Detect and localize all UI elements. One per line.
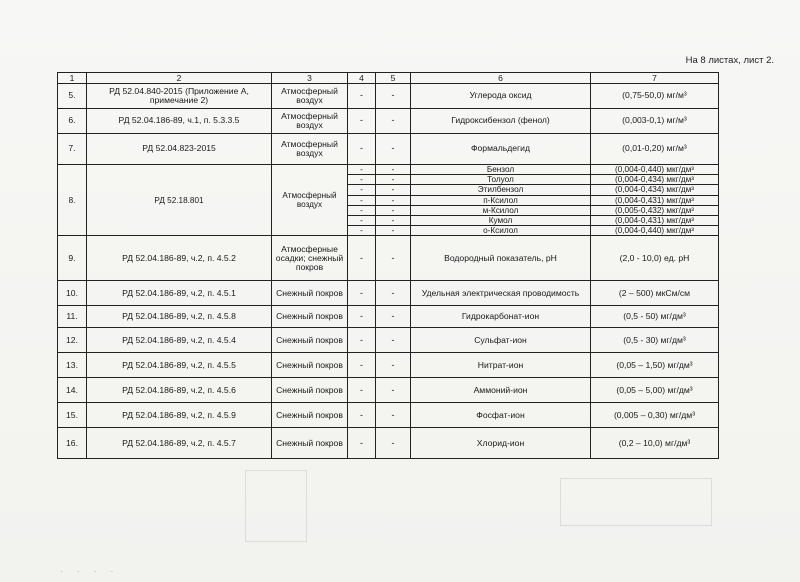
cell-col4: - xyxy=(348,403,376,428)
cell-col5: - xyxy=(376,84,411,109)
measurement-range: (0,2 – 10,0) мг/дм³ xyxy=(591,428,719,459)
cell-col4: - xyxy=(348,281,376,306)
column-header: 7 xyxy=(591,73,719,84)
table-row xyxy=(58,281,719,306)
column-header: 1 xyxy=(58,73,87,84)
indicator: Фосфат-ион xyxy=(411,403,591,428)
row-number: 5. xyxy=(58,84,87,109)
measurement-range: (0,01-0,20) мг/м³ xyxy=(591,134,719,165)
accreditation-table xyxy=(57,72,719,459)
row-number: 11. xyxy=(58,306,87,328)
column-header: 3 xyxy=(272,73,348,84)
indicator: Нитрат-ион xyxy=(411,353,591,378)
test-object: Снежный покров xyxy=(272,378,348,403)
method-document: РД 52.04.186-89, ч.2, п. 4.5.6 xyxy=(87,378,272,403)
cell-col5: - xyxy=(376,281,411,306)
cell-col4: - xyxy=(348,185,376,195)
method-document: РД 52.18.801 xyxy=(87,165,272,236)
table-row xyxy=(58,328,719,353)
bleed-through-mark xyxy=(560,478,712,526)
cell-col4: - xyxy=(348,236,376,281)
measurement-range: (0,05 – 5,00) мг/дм³ xyxy=(591,378,719,403)
cell-col4: - xyxy=(348,306,376,328)
cell-col4: - xyxy=(348,226,376,236)
column-header: 5 xyxy=(376,73,411,84)
cell-col4: - xyxy=(348,428,376,459)
indicator: Водородный показатель, pH xyxy=(411,236,591,281)
measurement-range: (0,004-0,431) мкг/дм³ xyxy=(591,195,719,205)
cell-col5: - xyxy=(376,165,411,175)
indicator: Этилбензол xyxy=(411,185,591,195)
column-header: 6 xyxy=(411,73,591,84)
measurement-range: (0,05 – 1,50) мг/дм³ xyxy=(591,353,719,378)
indicator: Хлорид-ион xyxy=(411,428,591,459)
cell-col4: - xyxy=(348,175,376,185)
measurement-range: (0,004-0,440) мкг/дм³ xyxy=(591,165,719,175)
cell-col5: - xyxy=(376,109,411,134)
row-number: 10. xyxy=(58,281,87,306)
method-document: РД 52.04.840-2015 (Приложение А, примечание 2) xyxy=(87,84,272,109)
bleed-through-mark xyxy=(245,470,307,542)
cell-col4: - xyxy=(348,205,376,215)
measurement-range: (0,003-0,1) мг/м³ xyxy=(591,109,719,134)
test-object: Атмосферный воздух xyxy=(272,84,348,109)
cell-col5: - xyxy=(376,236,411,281)
test-object: Снежный покров xyxy=(272,306,348,328)
indicator: Аммоний-ион xyxy=(411,378,591,403)
measurement-range: (0,75-50,0) мг/м³ xyxy=(591,84,719,109)
row-number: 8. xyxy=(58,165,87,236)
test-object: Снежный покров xyxy=(272,428,348,459)
measurement-range: (0,5 - 30) мг/дм³ xyxy=(591,328,719,353)
test-object: Снежный покров xyxy=(272,353,348,378)
measurement-range: (0,004-0,434) мкг/дм³ xyxy=(591,175,719,185)
row-number: 15. xyxy=(58,403,87,428)
measurement-range: (0,5 - 50) мг/дм³ xyxy=(591,306,719,328)
table-row xyxy=(58,403,719,428)
cell-col5: - xyxy=(376,205,411,215)
test-object: Снежный покров xyxy=(272,403,348,428)
cell-col5: - xyxy=(376,175,411,185)
method-document: РД 52.04.186-89, ч.2, п. 4.5.2 xyxy=(87,236,272,281)
cell-col5: - xyxy=(376,428,411,459)
table-row xyxy=(58,236,719,281)
test-object: Снежный покров xyxy=(272,281,348,306)
cell-col4: - xyxy=(348,165,376,175)
cell-col4: - xyxy=(348,328,376,353)
column-header: 2 xyxy=(87,73,272,84)
method-document: РД 52.04.186-89, ч.2, п. 4.5.1 xyxy=(87,281,272,306)
cell-col4: - xyxy=(348,134,376,165)
test-object: Атмосферный воздух xyxy=(272,134,348,165)
row-number: 9. xyxy=(58,236,87,281)
sheet-note: На 8 листах, лист 2. xyxy=(685,55,774,66)
measurement-range: (0,005-0,432) мкг/дм³ xyxy=(591,205,719,215)
indicator: Гидроксибензол (фенол) xyxy=(411,109,591,134)
table-row xyxy=(58,353,719,378)
cell-col4: - xyxy=(348,378,376,403)
cell-col5: - xyxy=(376,226,411,236)
table-row xyxy=(58,134,719,165)
indicator: Углерода оксид xyxy=(411,84,591,109)
method-document: РД 52.04.186-89, ч.2, п. 4.5.4 xyxy=(87,328,272,353)
cell-col5: - xyxy=(376,195,411,205)
test-object: Атмосферный воздух xyxy=(272,165,348,236)
row-number: 13. xyxy=(58,353,87,378)
indicator: Бензол xyxy=(411,165,591,175)
cell-col5: - xyxy=(376,378,411,403)
measurement-range: (0,004-0,431) мкг/дм³ xyxy=(591,215,719,225)
cell-col4: - xyxy=(348,215,376,225)
method-document: РД 52.04.186-89, ч.2, п. 4.5.9 xyxy=(87,403,272,428)
table-row xyxy=(58,306,719,328)
indicator: Формальдегид xyxy=(411,134,591,165)
method-document: РД 52.04.186-89, ч.2, п. 4.5.7 xyxy=(87,428,272,459)
row-number: 14. xyxy=(58,378,87,403)
row-number: 7. xyxy=(58,134,87,165)
indicator: Гидрокарбонат-ион xyxy=(411,306,591,328)
measurement-range: (0,004-0,434) мкг/дм³ xyxy=(591,185,719,195)
method-document: РД 52.04.186-89, ч.2, п. 4.5.5 xyxy=(87,353,272,378)
column-header: 4 xyxy=(348,73,376,84)
method-document: РД 52.04.186-89, ч.2, п. 4.5.8 xyxy=(87,306,272,328)
table-row xyxy=(58,84,719,109)
cell-col5: - xyxy=(376,134,411,165)
table-row xyxy=(58,109,719,134)
cell-col5: - xyxy=(376,215,411,225)
measurement-range: (0,005 – 0,30) мг/дм³ xyxy=(591,403,719,428)
measurement-range: (2,0 - 10,0) ед. pH xyxy=(591,236,719,281)
column-number-row xyxy=(58,73,719,84)
test-object: Снежный покров xyxy=(272,328,348,353)
indicator: Кумол xyxy=(411,215,591,225)
table-row xyxy=(58,378,719,403)
cell-col5: - xyxy=(376,353,411,378)
cell-col5: - xyxy=(376,306,411,328)
table-row xyxy=(58,165,719,175)
cell-col5: - xyxy=(376,328,411,353)
row-number: 16. xyxy=(58,428,87,459)
row-number: 6. xyxy=(58,109,87,134)
table-row xyxy=(58,428,719,459)
row-number: 12. xyxy=(58,328,87,353)
scan-smudge: · · · · xyxy=(60,567,120,576)
cell-col4: - xyxy=(348,84,376,109)
indicator: п-Ксилол xyxy=(411,195,591,205)
measurement-range: (2 – 500) мкСм/см xyxy=(591,281,719,306)
test-object: Атмосферные осадки; снежный покров xyxy=(272,236,348,281)
indicator: о-Ксилол xyxy=(411,226,591,236)
measurement-range: (0,004-0,440) мкг/дм³ xyxy=(591,226,719,236)
indicator: Удельная электрическая проводимость xyxy=(411,281,591,306)
test-object: Атмосферный воздух xyxy=(272,109,348,134)
method-document: РД 52.04.186-89, ч.1, п. 5.3.3.5 xyxy=(87,109,272,134)
indicator: м-Ксилол xyxy=(411,205,591,215)
cell-col4: - xyxy=(348,195,376,205)
cell-col5: - xyxy=(376,185,411,195)
method-document: РД 52.04.823-2015 xyxy=(87,134,272,165)
cell-col5: - xyxy=(376,403,411,428)
indicator: Сульфат-ион xyxy=(411,328,591,353)
cell-col4: - xyxy=(348,109,376,134)
cell-col4: - xyxy=(348,353,376,378)
indicator: Толуол xyxy=(411,175,591,185)
